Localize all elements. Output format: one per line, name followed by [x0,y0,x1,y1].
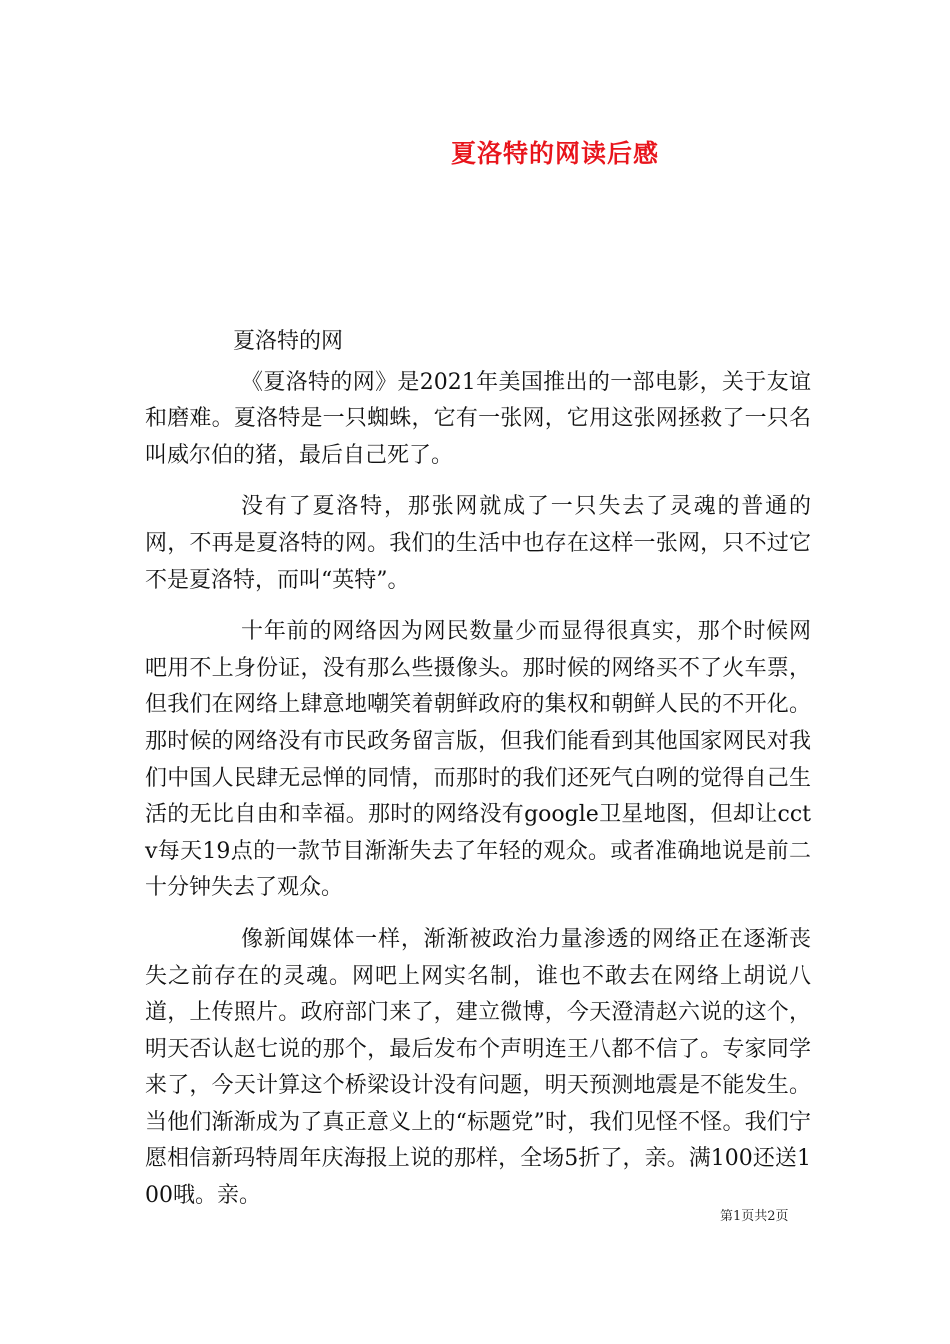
paragraph: 十年前的网络因为网民数量少而显得很真实，那个时候网吧用不上身份证，没有那么些摄像头。那时候的网络买不了火车票，但我们在网络上肆意地嘲笑着朝鲜政府的集权和朝鲜人民的不开化。那时候的网络没有市民政务留言版，但我们能看到其他国家网民对我们中国人民肆无忌惮的同情，而那时的我们还死气白咧的觉得自己生活的无比自由和幸福。那时的网络没有google卫星地图，但却让cctv每天19点的一款节目渐渐失去了年轻的观众。或者准确地说是前二十分钟失去了观众。 [145,619,811,901]
paragraph: 没有了夏洛特，那张网就成了一只失去了灵魂的普通的网，不再是夏洛特的网。我们的生活中也存在这样一张网，只不过它不是夏洛特，而叫“英特”。 [145,494,811,593]
paragraph: 《夏洛特的网》是2021年美国推出的一部电影，关于友谊和磨难。夏洛特是一只蜘蛛，它有一张网，它用这张网拯救了一只名叫威尔伯的猪，最后自己死了。 [145,369,811,468]
page-title: 夏洛特的网读后感 [450,139,659,168]
paragraph: 像新闻媒体一样，渐渐被政治力量渗透的网络正在逐渐丧失之前存在的灵魂。网吧上网实名制，谁也不敢去在网络上胡说八道，上传照片。政府部门来了，建立微博，今天澄清赵六说的这个，明天否认赵七说的那个，最后发布个声明连王八都不信了。专家同学来了，今天计算这个桥梁设计没有问题，明天预测地震是不能发生。当他们渐渐成为了真正意义上的“标题党”时，我们见怪不怪。我们宁愿相信新玛特周年庆海报上说的那样，全场5折了，亲。满100还送100哦。亲。 [145,926,811,1209]
document-body [145,324,811,1215]
page-number: 第1页共2页 [720,1209,789,1224]
subheading: 夏洛特的网 [233,329,344,354]
